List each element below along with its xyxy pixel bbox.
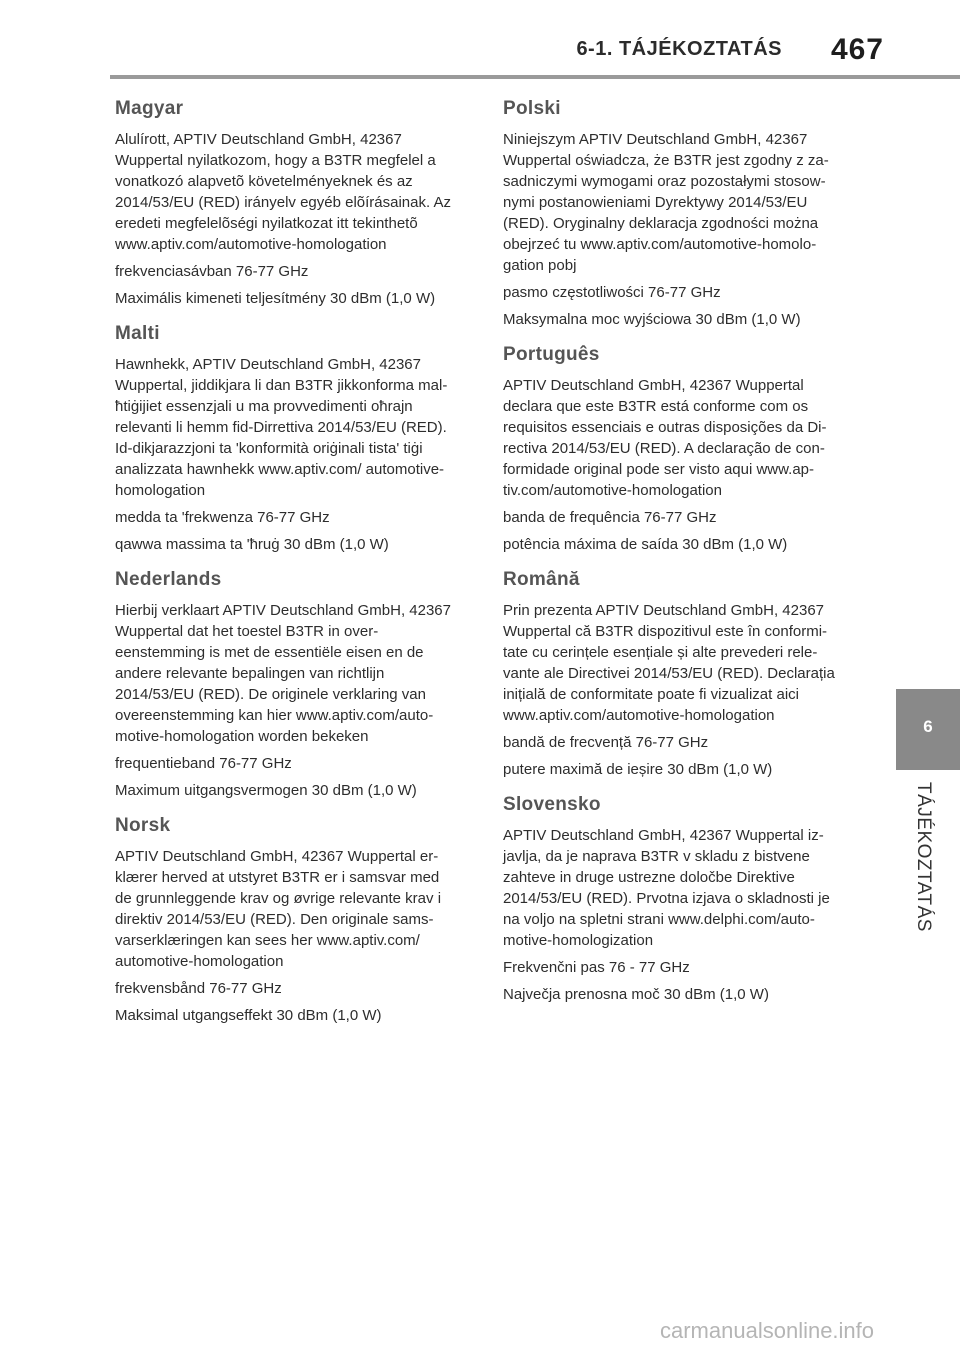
watermark: carmanualsonline.info: [660, 1318, 875, 1343]
right-column: [503, 98, 848, 1019]
language-section: [115, 569, 460, 801]
chapter-tab: [896, 689, 960, 770]
section-heading: Malti: [115, 323, 160, 344]
left-column: [115, 98, 460, 1040]
frequency-band-text: Frekvenčni pas 76 - 77 GHz: [503, 959, 690, 976]
declaration-text: APTIV Deutschland GmbH, 42367 Wuppertal er- klærer herved at utstyret B3TR er i samsvar med de grunnleggende krav og øvrige relevante krav i direktiv 2014/53/EU (RED). Den originale sams- varserklæringen kan sees her www.aptiv.com/ automotive-homologation: [115, 848, 442, 970]
section-heading: Polski: [503, 98, 561, 119]
language-section: [503, 344, 848, 555]
language-section: [503, 794, 848, 1005]
frequency-band-text: frekvenciasávban 76-77 GHz: [115, 263, 309, 280]
max-power-text: Maksimal utgangseffekt 30 dBm (1,0 W): [115, 1007, 382, 1024]
declaration-text: Alulírott, APTIV Deutschland GmbH, 42367 Wuppertal nyilatkozom, hogy a B3TR megfelel a vonatkozó alapvetõ követelményeknek és az 2014/53/EU (RED) irányelv egyéb elõírásainak. Az eredeti megfelelõségi nyilatkozat itt tekinthetõ www.aptiv.com/automotive-homologation: [115, 131, 452, 253]
section-heading: Română: [503, 569, 580, 590]
declaration-text: Hawnhekk, APTIV Deutschland GmbH, 42367 Wuppertal, jiddikjara li dan B3TR jikkonforma mal-ħtiġijiet essenzjali u ma provvedimenti oħrajn relevanti li hemm fid-Dirrettiva 2014/53/EU (RED). Id-dikjarazzjoni ta 'konformità oriġinali tista' tiġi analizzata hawnhekk www.aptiv.com/ automotive-homologation: [115, 356, 448, 499]
declaration-text: APTIV Deutschland GmbH, 42367 Wuppertal iz- javlja, da je naprava B3TR v skladu z bistvene zahteve in druge ustrezne določbe Direktive 2014/53/EU (RED). Prvotna izjava o skladnosti je na voljo na spletni strani www.delphi.com/auto- motive-homologization: [503, 827, 830, 949]
max-power-text: Maximális kimeneti teljesítmény 30 dBm (1,0 W): [115, 290, 436, 307]
section-heading: Magyar: [115, 98, 184, 119]
frequency-band-text: bandă de frecvență 76-77 GHz: [503, 734, 709, 751]
page-number: 467: [830, 33, 884, 66]
chapter-tab-number: 6: [923, 717, 933, 736]
language-section: [115, 815, 460, 1026]
language-section: [115, 323, 460, 555]
max-power-text: Maksymalna moc wyjściowa 30 dBm (1,0 W): [503, 311, 801, 328]
max-power-text: Največja prenosna moč 30 dBm (1,0 W): [503, 986, 769, 1003]
declaration-text: Prin prezenta APTIV Deutschland GmbH, 42367 Wuppertal că B3TR dispozitivul este în conformi- tate cu cerințele esențiale și alte prevederi rele- vante ale Directivei 2014/53/EU (RED). Declarația inițială de conformitate poate fi vizualizat aici www.aptiv.com/automotive-homologation: [503, 602, 835, 724]
frequency-band-text: medda ta 'frekwenza 76-77 GHz: [115, 509, 330, 526]
chapter-title: 6-1. TÁJÉKOZTATÁS: [576, 38, 782, 60]
page-header: [0, 0, 960, 80]
section-heading: Português: [503, 344, 600, 365]
section-heading: Nederlands: [115, 569, 222, 590]
max-power-text: putere maximă de ieșire 30 dBm (1,0 W): [503, 761, 773, 778]
frequency-band-text: frekvensbånd 76-77 GHz: [115, 980, 282, 997]
language-section: [503, 569, 848, 780]
chapter-side-label: TÁJÉKOZTATÁS: [913, 782, 934, 932]
section-heading: Norsk: [115, 815, 171, 836]
header-rule: [110, 75, 960, 79]
frequency-band-text: banda de frequência 76-77 GHz: [503, 509, 717, 526]
language-section: [503, 98, 848, 330]
max-power-text: Maximum uitgangsvermogen 30 dBm (1,0 W): [115, 782, 417, 799]
frequency-band-text: frequentieband 76-77 GHz: [115, 755, 292, 772]
frequency-band-text: pasmo częstotliwości 76-77 GHz: [503, 284, 721, 301]
max-power-text: qawwa massima ta 'ħruġ 30 dBm (1,0 W): [115, 536, 389, 553]
declaration-text: APTIV Deutschland GmbH, 42367 Wuppertal declara que este B3TR está conforme com os requisitos essenciais e outras disposições da Di- rectiva 2014/53/EU (RED). A declaração de con- formidade original pode ser visto aqui www.ap- tiv.com/automotive-homologation: [503, 377, 827, 499]
language-section: [115, 98, 460, 309]
declaration-text: Hierbij verklaart APTIV Deutschland GmbH, 42367 Wuppertal dat het toestel B3TR in over- eenstemming is met de essentiële eisen en de andere relevante bepalingen van richtlijn 2014/53/EU (RED). De originele verklaring van overeenstemming kan hier www.aptiv.com/auto- motive-homologation worden bekeken: [115, 602, 451, 745]
declaration-text: Niniejszym APTIV Deutschland GmbH, 42367 Wuppertal oświadcza, że B3TR jest zgodny z za- sadniczymi wymogami oraz pozostałymi stosow- nymi postanowieniami Dyrektywy 2014/53/EU (RED). Oryginalny deklaracja zgodności można obejrzeć tu www.aptiv.com/automotive-homolo- gation pobj: [503, 131, 829, 274]
section-heading: Slovensko: [503, 794, 601, 815]
max-power-text: potência máxima de saída 30 dBm (1,0 W): [503, 536, 788, 553]
